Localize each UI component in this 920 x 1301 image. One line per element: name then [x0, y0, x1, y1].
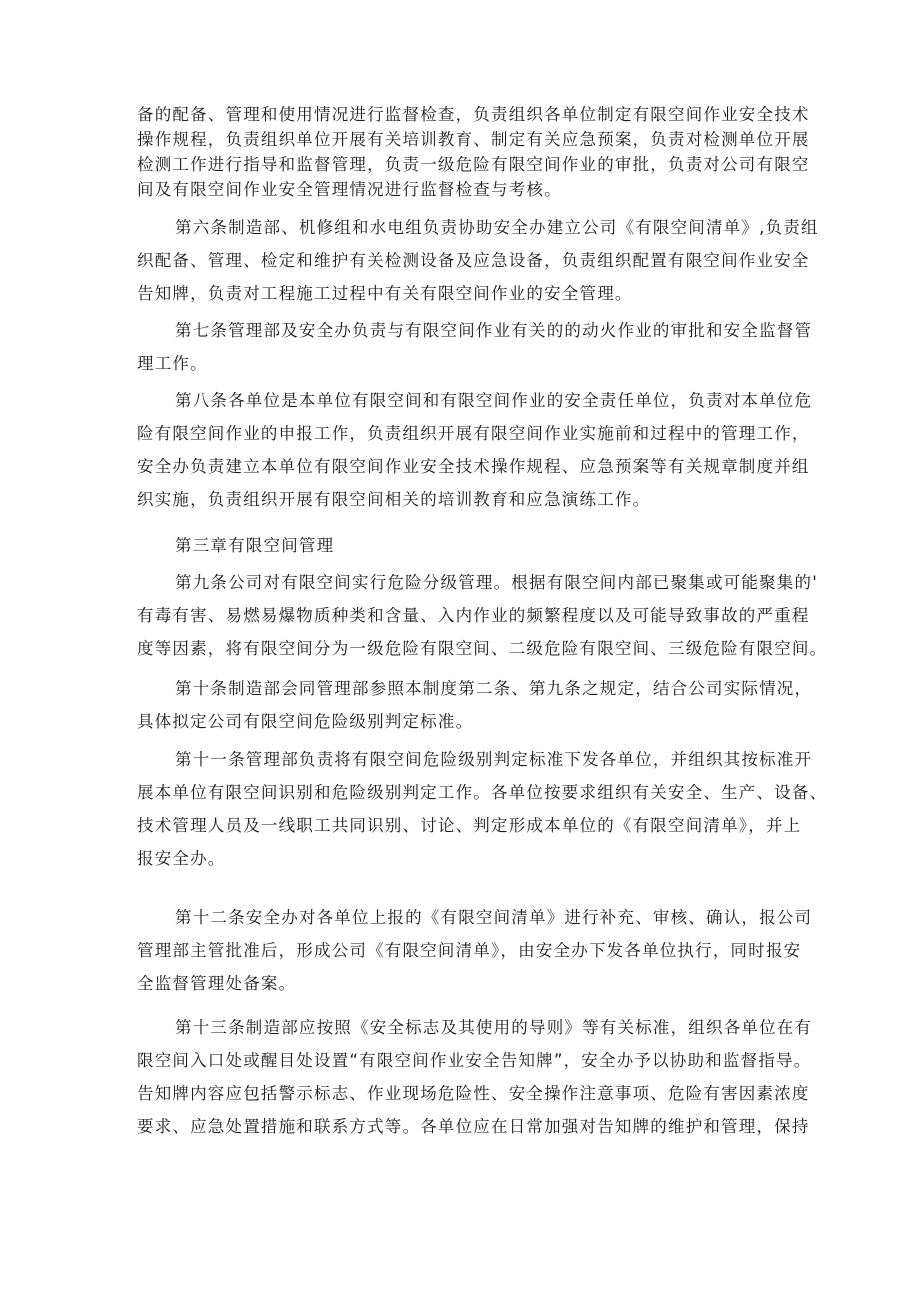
chapter-title: 第三章有限空间管理	[175, 536, 335, 555]
paragraph-article-6	[137, 211, 819, 310]
text-line: 第十二条安全办对各单位上报的《有限空间清单》进行补充、审核、确认，报公司	[175, 908, 813, 927]
text-line: 操作规程，负责组织单位开展有关培训教育、制定有关应急预案，负责对检测单位开展	[137, 130, 810, 149]
paragraph-article-11	[137, 743, 828, 875]
paragraph-article-12	[137, 901, 813, 1000]
text-line: 第八条各单位是本单位有限空间和有限空间作业的安全责任单位，负责对本单位危	[175, 391, 813, 410]
text-line: 第十条制造部会同管理部参照本制度第二条、第九条之规定，结合公司实际情况，	[175, 679, 813, 698]
text-line: 安全办负责建立本单位有限空间作业安全技术操作规程、应急预案等有关规章制度并组	[137, 457, 810, 476]
chapter-heading	[137, 529, 797, 562]
paragraph-article-9	[137, 566, 828, 665]
text-line: 限空间入口处或醒目处设置“有限空间作业安全告知牌”，安全办予以协助和监督指导。	[137, 1051, 812, 1070]
text-line: 技术管理人员及一线职工共同识别、讨论、判定形成本单位的《有限空间清单》，并上	[137, 816, 802, 835]
paragraph-article-8	[137, 384, 813, 516]
paragraph-article-13	[137, 1011, 813, 1143]
text-line: 第九条公司对有限空间实行危险分级管理。根据有限空间内部已聚集或可能聚集的'	[175, 573, 818, 592]
text-line: 有毒有害、易燃易爆物质种类和含量、入内作业的频繁程度以及可能导致事故的严重程	[137, 606, 810, 625]
text-line: 第六条制造部、机修组和水电组负责协助安全办建立公司《有限空间清单》,负责组	[175, 218, 819, 237]
text-line: 管理部主管批准后，形成公司《有限空间清单》，由安全办下发各单位执行，同时报安	[137, 941, 802, 960]
text-line: 展本单位有限空间识别和危险级别判定工作。各单位按要求组织有关安全、生产、设备、	[137, 783, 828, 802]
paragraph-article-7	[137, 314, 813, 380]
text-line: 织实施，负责组织开展有限空间相关的培训教育和应急演练工作。	[137, 490, 651, 509]
paragraph-continuation	[137, 102, 810, 202]
paragraph-article-10	[137, 672, 813, 738]
text-line: 告知牌内容应包括警示标志、作业现场危险性、安全操作注意事项、危险有害因素浓度	[137, 1084, 810, 1103]
text-line: 织配备、管理、检定和维护有关检测设备及应急设备，负责组织配置有限空间作业安全	[137, 251, 810, 270]
text-line: 第十三条制造部应按照《安全标志及其使用的导则》等有关标准，组织各单位在有	[175, 1018, 813, 1037]
text-line: 检测工作进行指导和监督管理，负责一级危险有限空间作业的审批，负责对公司有限空	[137, 155, 810, 174]
text-line: 具体拟定公司有限空间危险级别判定标准。	[137, 712, 474, 731]
text-line: 间及有限空间作业安全管理情况进行监督检查与考核。	[137, 180, 562, 199]
text-line: 全监督管理处备案。	[137, 974, 297, 993]
text-line: 备的配备、管理和使用情况进行监督检查，负责组织各单位制定有限空间作业安全技术	[137, 105, 810, 124]
text-line: 告知牌，负责对工程施工过程中有关有限空间作业的安全管理。	[137, 284, 633, 303]
text-line: 度等因素，将有限空间分为一级危险有限空间、二级危险有限空间、三级危险有限空间。	[137, 639, 828, 658]
text-line: 第七条管理部及安全办负责与有限空间作业有关的的动火作业的审批和安全监督管	[175, 321, 813, 340]
text-line: 第十一条管理部负责将有限空间危险级别判定标准下发各单位，并组织其按标准开	[175, 750, 813, 769]
text-line: 险有限空间作业的申报工作，负责组织开展有限空间作业实施前和过程中的管理工作，	[137, 424, 810, 443]
text-line: 理工作。	[137, 354, 208, 373]
text-line: 要求、应急处置措施和联系方式等。各单位应在日常加强对告知牌的维护和管理，保持	[137, 1117, 810, 1136]
text-line: 报安全办。	[137, 849, 226, 868]
